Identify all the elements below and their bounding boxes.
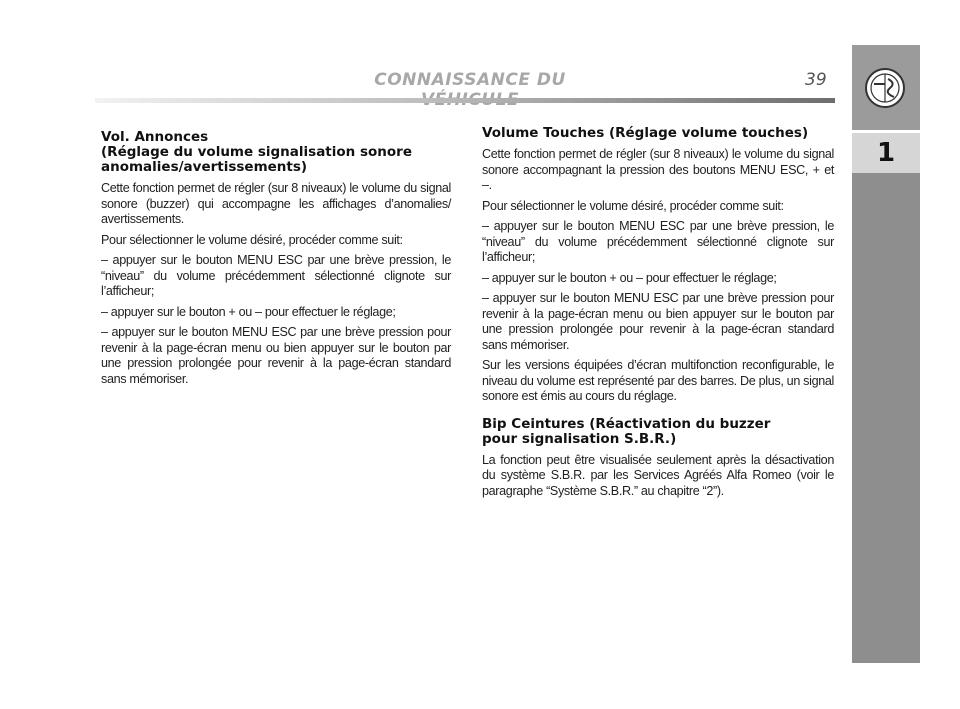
paragraph: Cette fonction permet de régler (sur 8 niveaux) le volume du signal sonore (buzzer) qui accompagne les affichages d’anomalies/ avertissements. xyxy=(101,181,451,226)
paragraph: – appuyer sur le bouton MENU ESC par une brève pression pour revenir à la page-écran menu ou bien appuyer sur le bouton par une pression prolongée pour revenir à la page-écran standard sans mémoriser. xyxy=(101,325,451,386)
alfa-romeo-badge-icon xyxy=(864,67,906,109)
section-heading xyxy=(482,417,834,447)
running-header-title: CONNAISSANCE DU xyxy=(374,70,566,90)
paragraph: Sur les versions équipées d’écran multifonction reconfigurable, le niveau du volume est représenté par des barres. De plus, un signal sonore est émis au cours du réglage. xyxy=(482,358,834,403)
paragraph: – appuyer sur le bouton + ou – pour effectuer le réglage; xyxy=(101,304,396,319)
heading-line-2: pour signalisation S.B.R.) xyxy=(482,430,677,447)
paragraph: Cette fonction permet de régler (sur 8 niveaux) le volume du signal sonore accompagnant la pression des boutons MENU ESC, + et –. xyxy=(482,147,834,192)
paragraph: – appuyer sur le bouton MENU ESC par une brève pression, le “niveau” du volume précédemment sélectionné clignote sur l’afficheur; xyxy=(101,253,451,298)
paragraph: Pour sélectionner le volume désiré, procéder comme suit: xyxy=(101,232,403,247)
paragraph: – appuyer sur le bouton + ou – pour effectuer le réglage; xyxy=(482,270,777,285)
paragraph: – appuyer sur le bouton MENU ESC par une brève pression pour revenir à la page-écran menu ou bien appuyer sur le bouton par une pression prolongée pour revenir à la page-écran standard sans mémoriser. xyxy=(482,291,834,352)
paragraph: La fonction peut être visualisée seulement après la désactivation du système S.B.R. par les Services Agréés Alfa Romeo (voir le paragraphe “Système S.B.R.” au chapitre “2”). xyxy=(482,452,834,498)
right-column xyxy=(482,126,834,504)
heading-line-2: (Réglage du volume signalisation sonore xyxy=(101,144,412,160)
section-heading xyxy=(101,130,451,175)
header-rule xyxy=(95,98,835,103)
heading-line-1: Bip Ceintures (Réactivation du buzzer xyxy=(482,415,771,432)
heading-line-1: Vol. Annonces xyxy=(101,129,209,145)
section-heading: Volume Touches (Réglage volume touches) xyxy=(482,125,809,141)
paragraph: – appuyer sur le bouton MENU ESC par une brève pression, le “niveau” du volume précédemment sélectionné clignote sur l’afficheur; xyxy=(482,219,834,264)
paragraph: Pour sélectionner le volume désiré, procéder comme suit: xyxy=(482,198,784,213)
left-column xyxy=(101,130,451,392)
page-number: 39 xyxy=(805,70,827,90)
heading-line-3: anomalies/avertissements) xyxy=(101,159,308,175)
chapter-number: 1 xyxy=(852,133,920,173)
